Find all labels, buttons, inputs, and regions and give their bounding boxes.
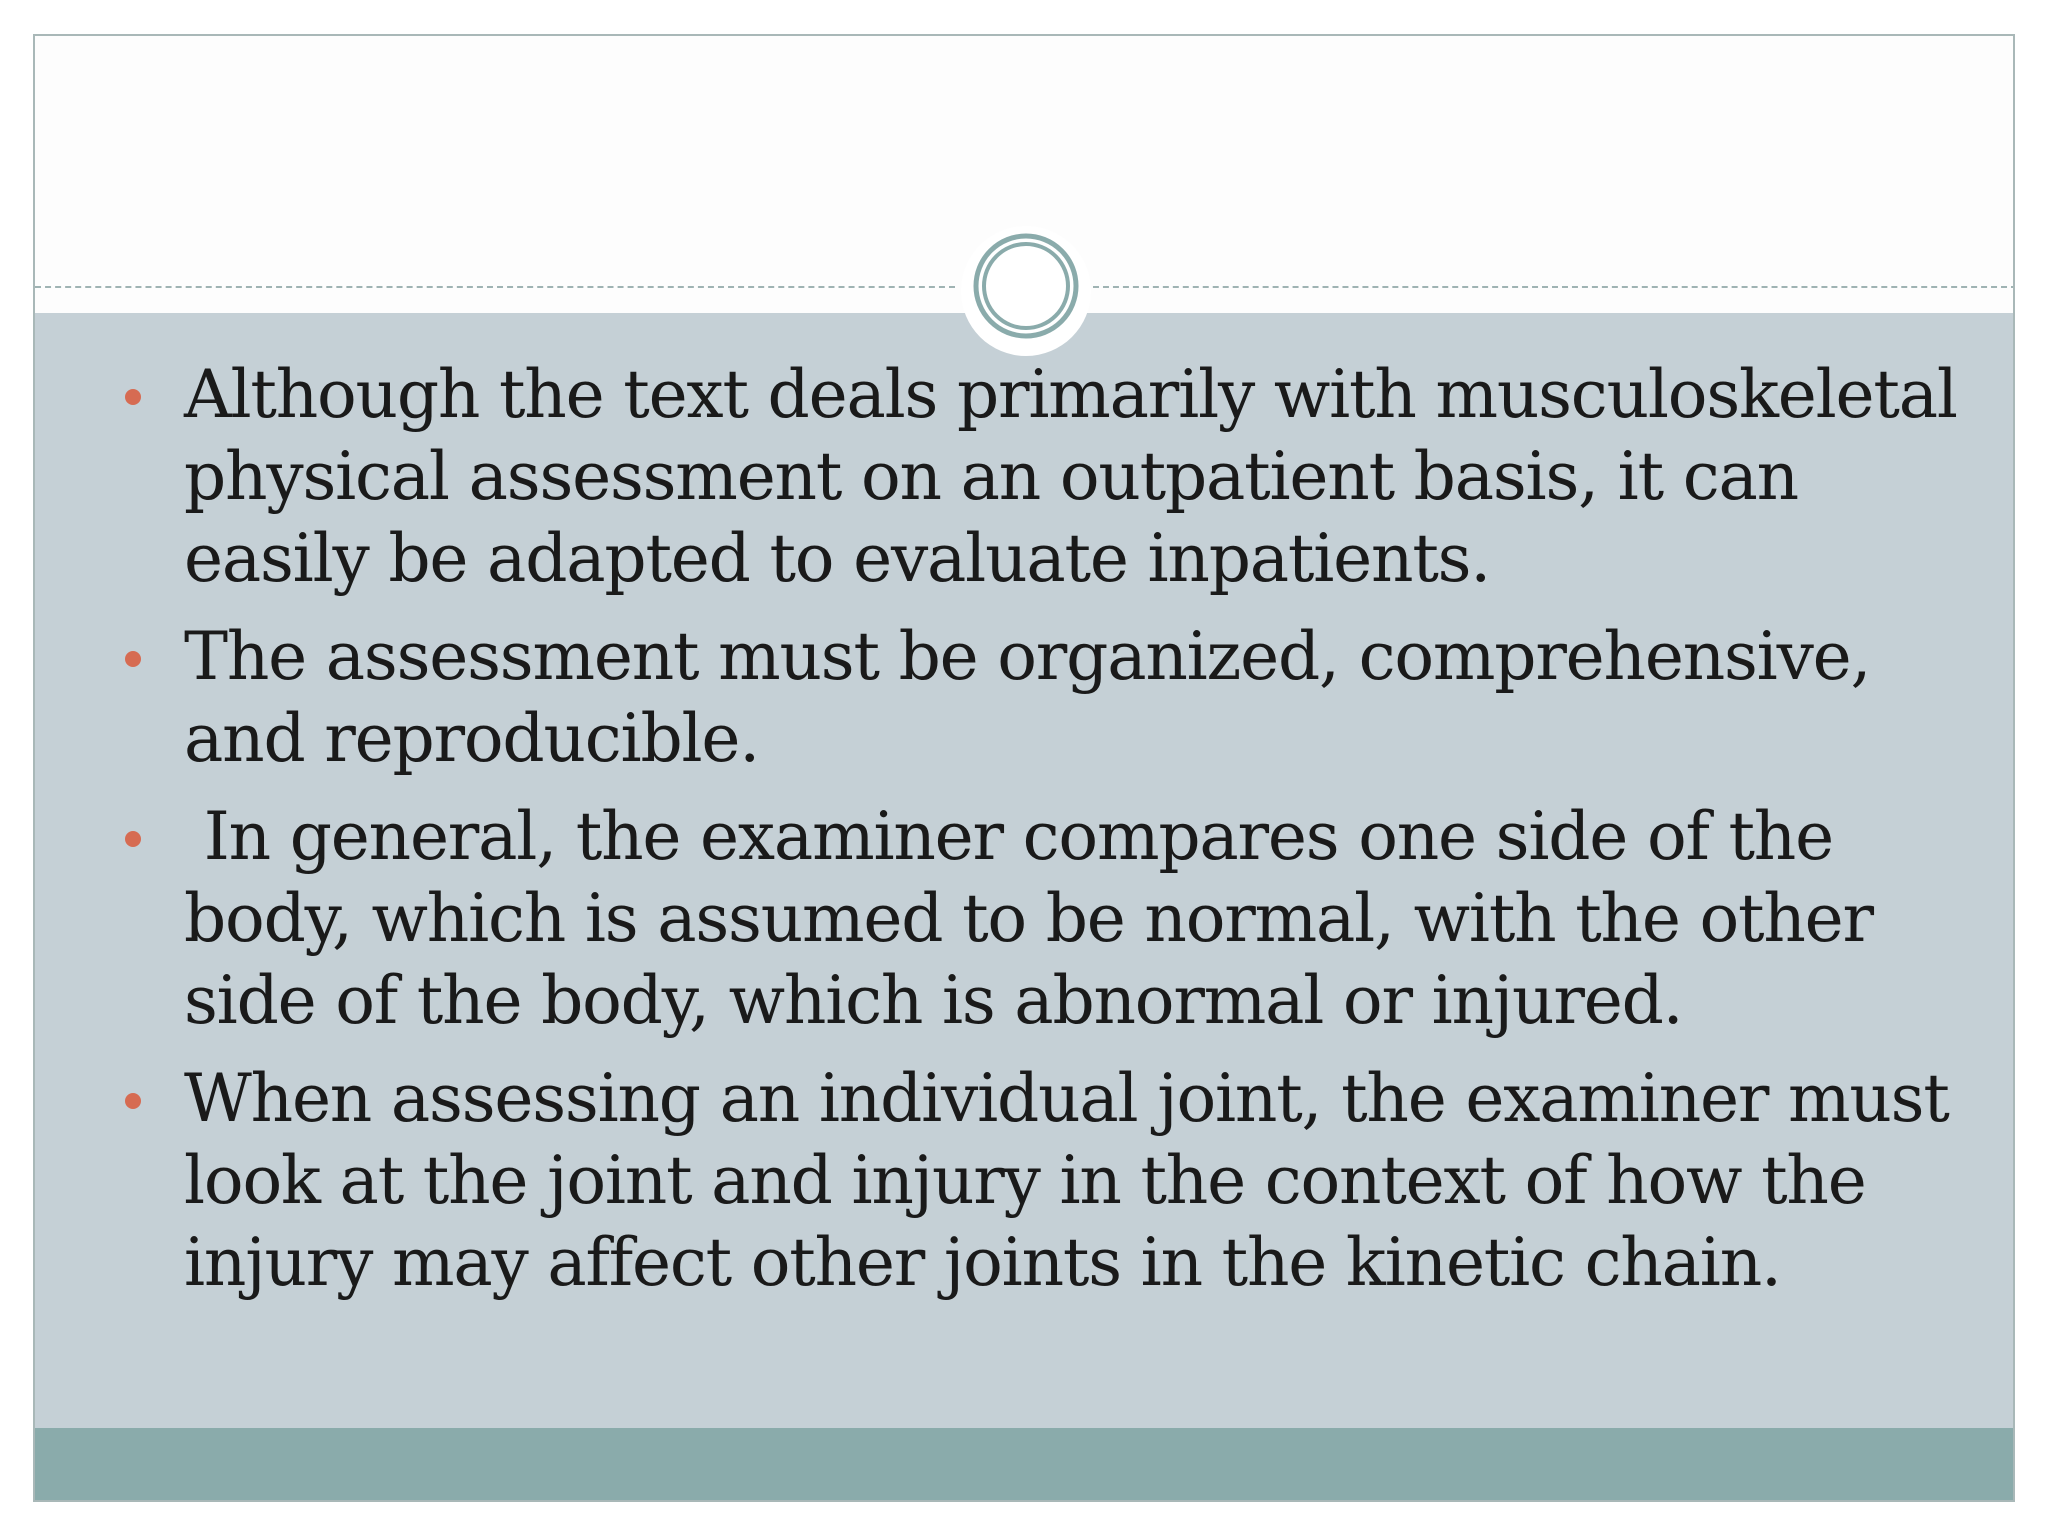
bullet-text: Although the text deals primarily with musculoskeletal physical assessment on an outpatient basis, it can easily be adapted to evaluate inpatients. <box>184 356 1957 597</box>
footer-band <box>35 1428 2013 1500</box>
divider-line-left <box>35 286 955 288</box>
bullet-dot-icon <box>125 1093 141 1109</box>
circle-ornament-icon <box>961 226 1091 356</box>
bullet-item <box>95 1058 1995 1304</box>
bullet-dot-icon <box>125 651 141 667</box>
bullet-item <box>95 354 1995 600</box>
bullet-text: When assessing an individual joint, the examiner must look at the joint and injury in the context of how the injury may affect other joints in the kinetic chain. <box>184 1060 1949 1301</box>
divider-line-right <box>1093 286 2015 288</box>
bullet-list <box>95 354 1995 1320</box>
slide <box>33 34 2015 1502</box>
bullet-dot-icon <box>125 389 141 405</box>
bullet-dot-icon <box>125 831 141 847</box>
bullet-item <box>95 796 1995 1042</box>
bullet-item <box>95 616 1995 780</box>
bullet-text: In general, the examiner compares one side of the body, which is assumed to be normal, with the other side of the body, which is abnormal or injured. <box>184 798 1893 1039</box>
bullet-text: The assessment must be organized, comprehensive, and reproducible. <box>184 618 1871 777</box>
